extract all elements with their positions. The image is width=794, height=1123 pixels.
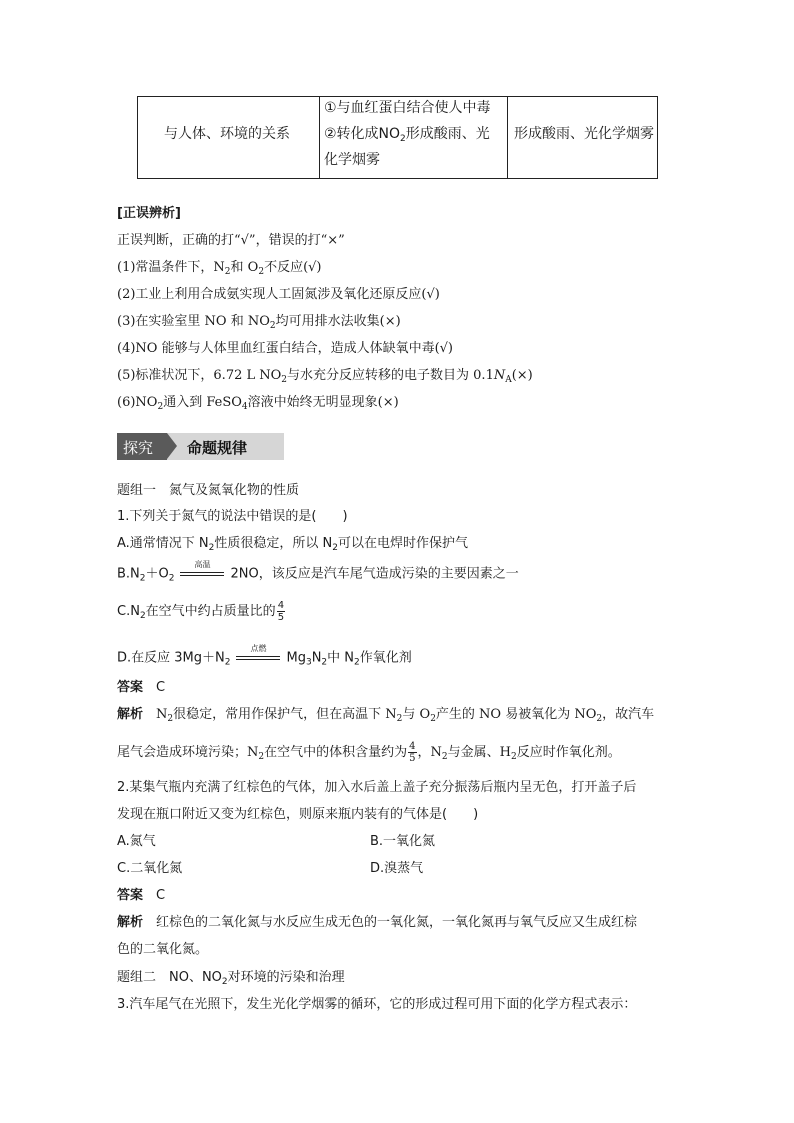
table-cell-no2: 形成酸雨、光化学烟雾 xyxy=(514,126,654,142)
q2-answer: 答案 C xyxy=(117,888,166,903)
section-banner xyxy=(117,433,284,460)
q1-option-c: $C.N_2$在空气中约占质量比的 $\frac{4}{5}$ xyxy=(117,600,285,623)
table-cell-no-line1: ①与血红蛋白结合使人中毒 xyxy=(324,100,491,116)
q2-stem-line1: 2.某集气瓶内充满了红棕色的气体，加入水后盖上盖子充分振荡后瓶内呈无色，打开盖子后 xyxy=(117,780,637,795)
q1-stem: 1.下列关于氮气的说法中错误的是( ) xyxy=(117,509,348,524)
q1-explanation-line2: 尾气会造成环境污染；$N_2$在空气中的体积含量约为 $\frac{4}{5}$ ，$N_2$与金属、$H_2$反应时作氧化剂。 xyxy=(117,741,621,764)
table-cell-no-line3: 化学烟雾 xyxy=(324,152,380,168)
q2-option-a: A.氮气 xyxy=(117,834,156,849)
table-cell-relation: 与人体、环境的关系 xyxy=(164,126,290,142)
table-divider xyxy=(319,97,320,178)
correction-item-6: $(6)NO_2$通入到 FeSO$_4$溶液中始终无明显现象(×) xyxy=(117,395,399,412)
q2-explanation-line2: 色的二氧化氮。 xyxy=(117,942,209,957)
q3-stem: 3.汽车尾气在光照下，发生光化学烟雾的循环，它的形成过程可用下面的化学方程式表示： xyxy=(117,997,637,1012)
correction-intro: 正误判断，正确的打“√”，错误的打“×” xyxy=(117,233,345,248)
q1-answer: 答案 C xyxy=(117,680,166,695)
correction-item-1: (1)常温条件下，$N_2$和 $O_2$不反应(√) xyxy=(117,260,322,277)
q2-option-c: C.二氧化氮 xyxy=(117,861,183,876)
fraction: $\frac{4}{5}$ xyxy=(409,741,416,764)
q1-option-a: A.通常情况下 $N_2$性质很稳定，所以 $N_2$可以在电焊时作保护气 xyxy=(117,536,468,553)
q1-explanation-line1: 解析 $N_2$很稳定，常用作保护气，但在高温下 $N_2$与 $O_2$产生的 NO 易被氧化为 $NO_2$，故汽车 xyxy=(117,707,655,724)
table-cell-no-line2: ②转化成$NO_2$形成酸雨、光 xyxy=(324,126,490,144)
fraction: $\frac{4}{5}$ xyxy=(277,600,285,623)
section-heading: [正误辨析] xyxy=(117,206,181,221)
q1-option-b: $B.N_2+O_2$ 高温 2NO，该反应是汽车尾气造成污染的主要因素之一 xyxy=(117,560,519,584)
correction-item-5: (5)标准状况下，6.72 L $NO_2$与水充分反应转移的电子数目为 $0.1N_A(\times)$ xyxy=(117,368,533,385)
q2-option-b: B.一氧化氮 xyxy=(370,834,436,849)
q2-explanation-line1: 解析 红棕色的二氧化氮与水反应生成无色的一氧化氮，一氧化氮再与氧气反应又生成红棕 xyxy=(117,915,638,930)
group1-title: 题组一 氮气及氮氧化物的性质 xyxy=(117,483,300,498)
banner-left-label: 探究 xyxy=(123,439,154,457)
correction-item-3: (3)在实验室里 NO 和 $NO_2$均可用排水法收集(×) xyxy=(117,314,401,331)
q1-option-d: D.在反应 $3Mg+N_2$ 点燃 $Mg_3N_2$中 $N_2$作氧化剂 xyxy=(117,644,412,668)
reaction-condition: 高温 xyxy=(180,566,224,582)
q2-stem-line2: 发现在瓶口附近又变为红棕色，则原来瓶内装有的气体是( ) xyxy=(117,807,479,822)
banner-right-label: 命题规律 xyxy=(187,439,248,457)
banner-arrow-icon xyxy=(167,433,177,459)
reaction-condition: 点燃 xyxy=(236,650,280,666)
table-divider xyxy=(507,97,508,178)
group2-title: 题组二 NO、$NO_2$对环境的污染和治理 xyxy=(117,970,345,987)
correction-item-4: (4)NO 能够与人体里血红蛋白结合，造成人体缺氧中毒(√) xyxy=(117,341,454,356)
comparison-table xyxy=(137,96,658,179)
q2-option-d: D.溴蒸气 xyxy=(370,861,424,876)
correction-item-2: (2)工业上利用合成氨实现人工固氮涉及氧化还原反应(√) xyxy=(117,287,440,302)
